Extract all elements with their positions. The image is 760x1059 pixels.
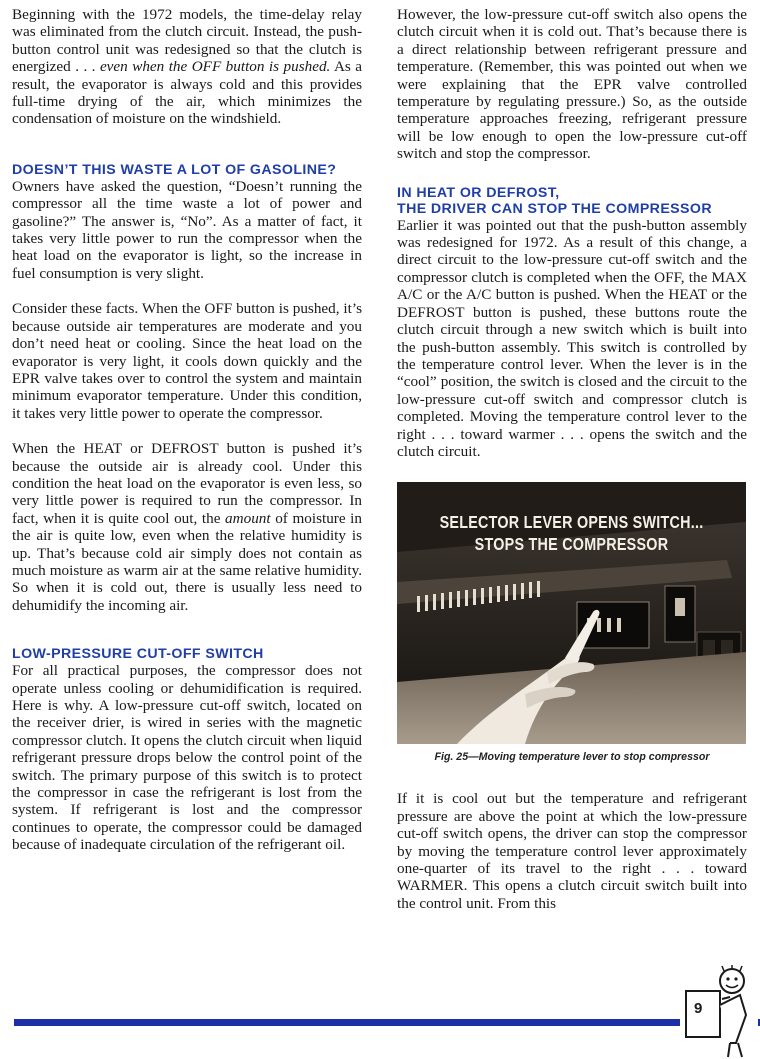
gasoline-paragraph: Owners have asked the question, “Doesn’t running the compressor all the time waste a lot of power and gasoline?” The answer is, “No”. As a matter of fact, it takes very little power to run the compressor when the heat load on the evaporator is light, so the increase in fuel consumption is very slight. [12,177,362,282]
low-pressure-paragraph: For all practical purposes, the compressor does not operate unless cooling or dehumidification is required. Here is why. A low-pressure cut-off switch, located on the receiver drier, is wired in series with the magnetic compressor clutch. It opens the clutch circuit when liquid refrigerant pressure drops below the control point of the switch. The primary purpose of this switch is to protect the compressor in case the refrigerant is lost from the system. If refrigerant is lost and the compressor continues to operate, the compressor could be damaged because of inadequate circulation of the refrigerant oil. [12,662,362,854]
figure-banner-line1: SELECTOR LEVER OPENS SWITCH... [439,512,704,533]
driver-stop-paragraph: If it is cool out but the temperature and refrigerant pressure are above the point at which the low-pressure cut-off switch opens, the driver can stop the compressor by moving the temperature control lever approximately one-quarter of its travel to the right . . . toward WARMER. This opens a clutch circuit switch built into the control unit. From this [397,790,747,912]
heat-defrost-paragraph [12,440,362,614]
text-run: When the HEAT or DEFROST button is pushed it’s because the outside air is already cool. Under this condition the heat load on the evaporator is even less, so very little power is required to run the compressor. In fact, when it is quite cool out, the [12,440,362,527]
text-run: Beginning with the 1972 models, the time-delay relay was eliminated from the clutch circuit. Instead, the push-button control unit was redesigned so that the clutch is energized . . . [12,6,362,76]
intro-paragraph [12,6,362,128]
section-heading-heat-defrost-line1: IN HEAT OR DEFROST, [397,184,560,201]
text-run: As a result, the evaporator is always cold and this provides full-time drying of the air, which minimizes the condensation of moisture on the windshield. [12,58,363,128]
figure-caption: Fig. 25—Moving temperature lever to stop compressor [434,751,710,764]
section-heading-heat-defrost-line2: THE DRIVER CAN STOP THE COMPRESSOR [397,200,712,217]
right-column [397,6,747,912]
emphasis-text: even when the OFF button is pushed. [99,58,331,76]
page-number: 9 [694,1000,703,1017]
text-run: of moisture in the air is quite low, even when the relative humidity is up. That’s because cold air simply does not contain as much moisture as warm air at the same relative humidity. So when it is cold out, there is usually less need to dehumidify the incoming air. [12,509,362,614]
facts-paragraph: Consider these facts. When the OFF button is pushed, it’s because outside air temperatures are moderate and you don’t need heat or cooling. Since the heat load on the evaporator is very light, it cools down quickly and the EPR valve takes over to control the system and maintain minimum evaporator temperature. Under this condition, it takes very little power to operate the compressor. [12,300,362,422]
footer-rule [14,1019,680,1026]
redesign-paragraph: Earlier it was pointed out that the push-button assembly was redesigned for 1972. As a result of this change, a direct circuit to the low-pressure cut-off switch and the compressor clutch is completed when the OFF, the MAX A/C or the A/C button is pushed. When the HEAT or the DEFROST button is pushed, these buttons route the clutch circuit through a new switch which is built into the push-button assembly. This switch is controlled by the temperature control lever. When the lever is in the “cool” position, the switch is closed and the circuit to the low-pressure cut-off switch and compressor clutch is completed. Moving the temperature control lever to the right . . . toward warmer . . . opens the switch and the clutch circuit. [397,216,747,460]
figure-photo [397,482,746,744]
left-column [12,6,362,854]
section-heading-low-pressure: LOW-PRESSURE CUT-OFF SWITCH [12,646,264,663]
emphasis-text: amount [225,509,271,527]
figure-banner-line2: STOPS THE COMPRESSOR [474,534,669,555]
cutoff-paragraph: However, the low-pressure cut-off switch also opens the clutch circuit when it is cold out. That’s because there is a direct relationship between refrigerant pressure and temperature. (Remember, this was pointed out when we were explaining that the EPR valve controlled temperature by regulating pressure.) So, as the outside temperature approaches freezing, refrigerant pressure will be low enough to open the low-pressure cut-off switch and stop the compressor. [397,6,747,163]
section-heading-gasoline: DOESN’T THIS WASTE A LOT OF GASOLINE? [12,161,337,178]
mascot-icon [680,965,760,1059]
